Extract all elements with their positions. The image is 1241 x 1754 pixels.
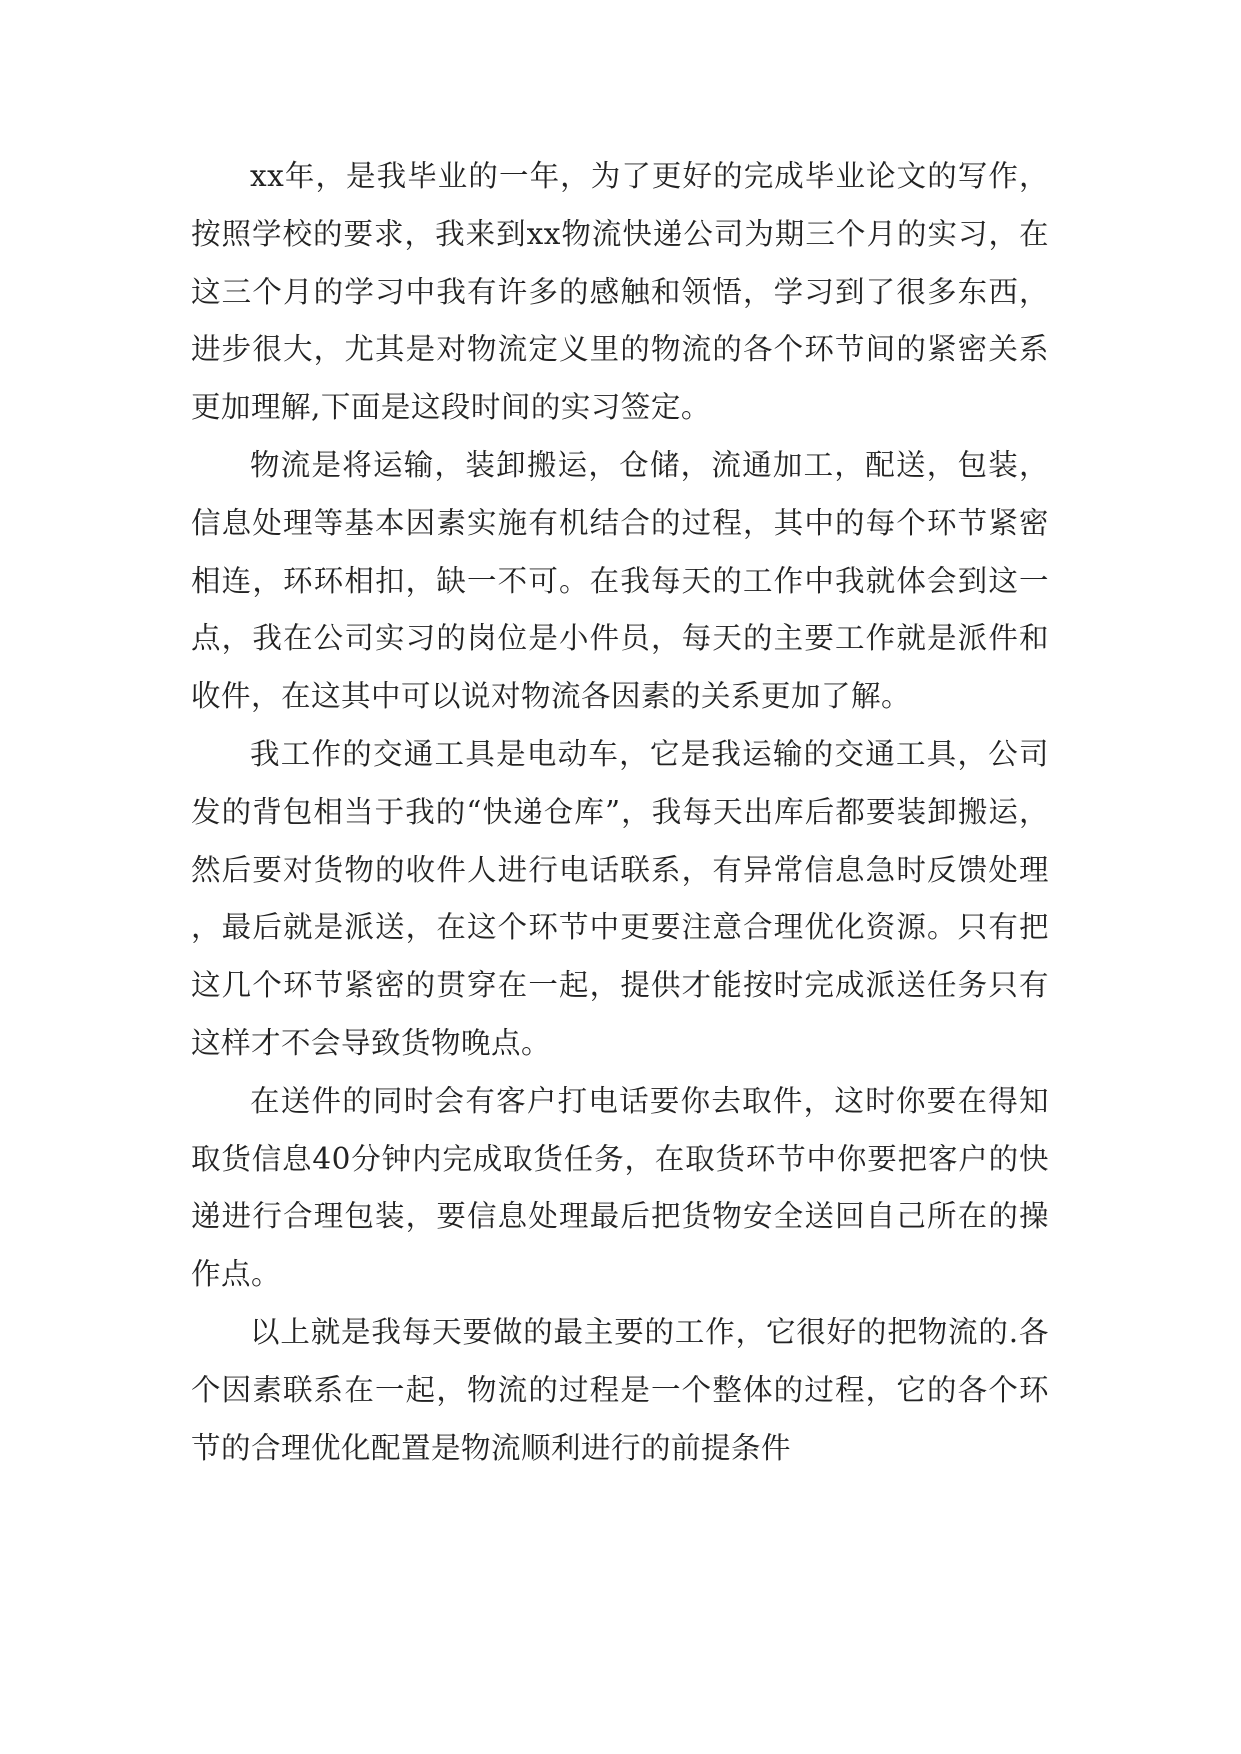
document-body [191,148,1049,1477]
paragraph-logistics-definition: 物流是将运输，装卸搬运，仓储，流通加工，配送，包装，信息处理等基本因素实施有机结合的过程，其中的每个环节紧密相连，环环相扣，缺一不可。在我每天的工作中我就体会到这一点，我在公司实习的岗位是小件员，每天的主要工作就是派件和收件，在这其中可以说对物流各因素的关系更加了解。 [191,447,1049,714]
paragraph-pickup-task: 在送件的同时会有客户打电话要你去取件，这时你要在得知取货信息40分钟内完成取货任务，在取货环节中你要把客户的快递进行合理包装，要信息处理最后把货物安全送回自己所在的操作点。 [191,1083,1049,1292]
paragraph-transport-tools: 我工作的交通工具是电动车，它是我运输的交通工具，公司发的背包相当于我的“快递仓库”，我每天出库后都要装卸搬运，然后要对货物的收件人进行电话联系，有异常信息急时反馈处理，最后就是派送，在这个环节中更要注意合理优化资源。只有把这几个环节紧密的贯穿在一起，提供才能按时完成派送任务只有这样才不会导致货物晚点。 [191,736,1049,1060]
paragraph-summary: 以上就是我每天要做的最主要的工作，它很好的把物流的.各个因素联系在一起，物流的过程是一个整体的过程，它的各个环节的合理优化配置是物流顺利进行的前提条件 [191,1314,1049,1465]
paragraph-internship-intro: xx年，是我毕业的一年，为了更好的完成毕业论文的写作，按照学校的要求，我来到xx物流快递公司为期三个月的实习，在这三个月的学习中我有许多的感触和领悟，学习到了很多东西，进步很大，尤其是对物流定义里的物流的各个环节间的紧密关系更加理解,下面是这段时间的实习签定。 [191,159,1049,425]
